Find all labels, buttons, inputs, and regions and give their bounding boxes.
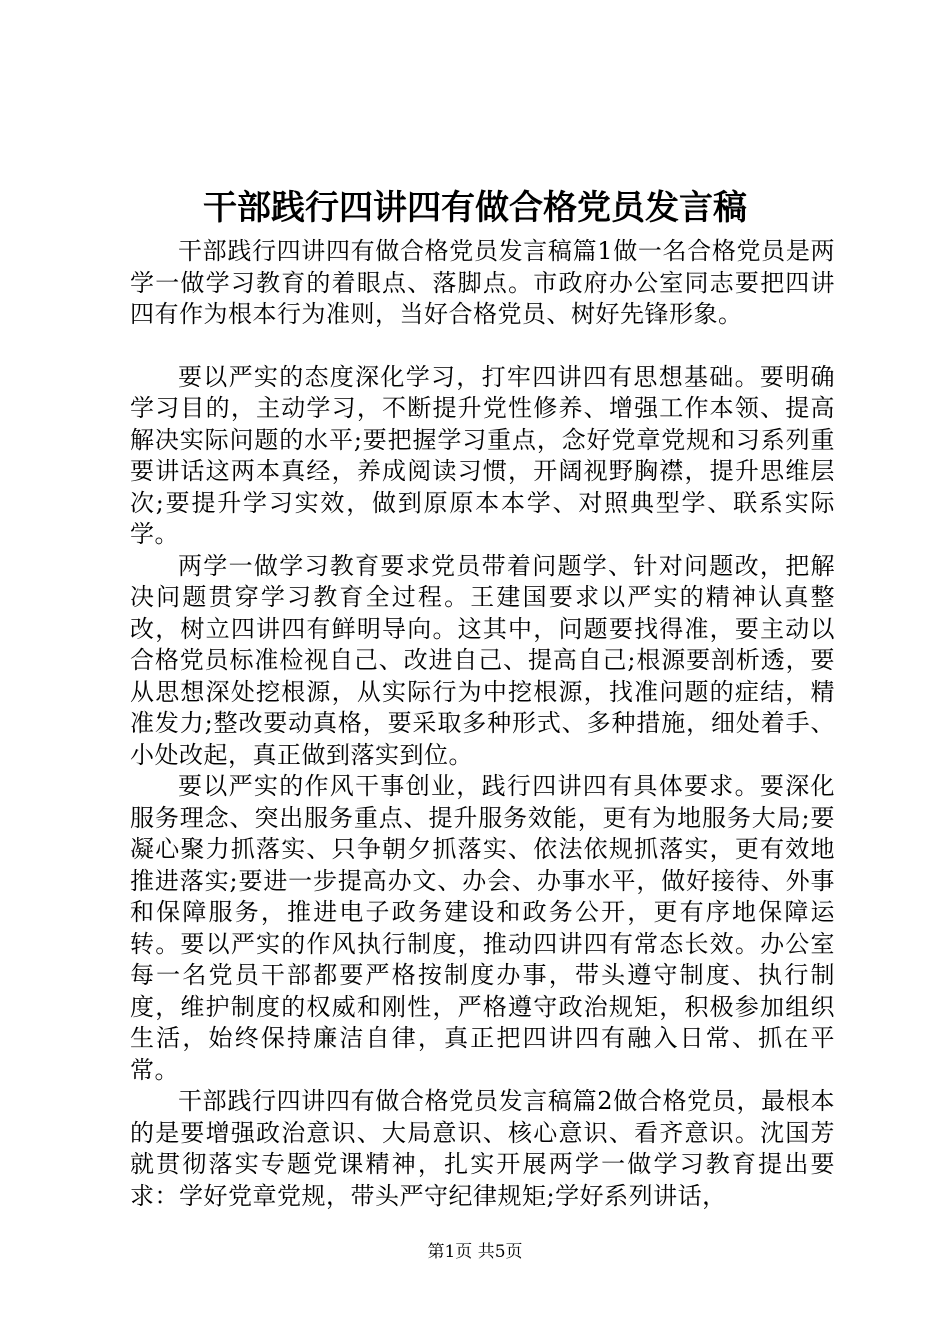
paragraph-4: 要以严实的作风干事创业，践行四讲四有具体要求。要深化服务理念、突出服务重点、提升服务效能，更有为地服务大局;要凝心聚力抓落实、只争朝夕抓落实、依法依规抓落实，更有效地推进落实;要进一步提高办文、办会、办事水平，做好接待、外事和保障服务，推进电子政务建设和政务公开，更有序地保障运转。要以严实的作风执行制度，推动四讲四有常态长效。办公室每一名党员干部都要严格按制度办事，带头遵守制度、执行制度，维护制度的权威和刚性，严格遵守政治规矩，积极参加组织生活，始终保持廉洁自律，真正把四讲四有融入日常、抓在平常。 (130, 772, 835, 1084)
paragraph-spacer (130, 331, 835, 362)
document-title: 干部践行四讲四有做合格党员发言稿 (203, 188, 747, 228)
paragraph-1: 干部践行四讲四有做合格党员发言稿篇1做一名合格党员是两学一做学习教育的着眼点、落脚点。市政府办公室同志要把四讲四有作为根本行为准则，当好合格党员、树好先锋形象。 (130, 237, 835, 328)
paragraph-5: 干部践行四讲四有做合格党员发言稿篇2做合格党员，最根本的是要增强政治意识、大局意识、核心意识、看齐意识。沈国芳就贯彻落实专题党课精神，扎实开展两学一做学习教育提出要求：学好党章党规，带头严守纪律规矩;学好系列讲话， (130, 1087, 835, 1210)
page-number-footer: 第1页 共5页 (427, 1242, 523, 1262)
document-body (130, 236, 835, 1212)
paragraph-2: 要以严实的态度深化学习，打牢四讲四有思想基础。要明确学习目的，主动学习，不断提升党性修养、增强工作本领、提高解决实际问题的水平;要把握学习重点，念好党章党规和习系列重要讲话这两本真经，养成阅读习惯，开阔视野胸襟，提升思维层次;要提升学习实效，做到原原本本学、对照典型学、联系实际学。 (130, 362, 835, 548)
paragraph-3: 两学一做学习教育要求党员带着问题学、针对问题改，把解决问题贯穿学习教育全过程。王建国要求以严实的精神认真整改，树立四讲四有鲜明导向。这其中，问题要找得准，要主动以合格党员标准检视自己、改进自己、提高自己;根源要剖析透，要从思想深处挖根源，从实际行为中挖根源，找准问题的症结，精准发力;整改要动真格，要采取多种形式、多种措施，细处着手、小处改起，真正做到落实到位。 (130, 551, 835, 769)
